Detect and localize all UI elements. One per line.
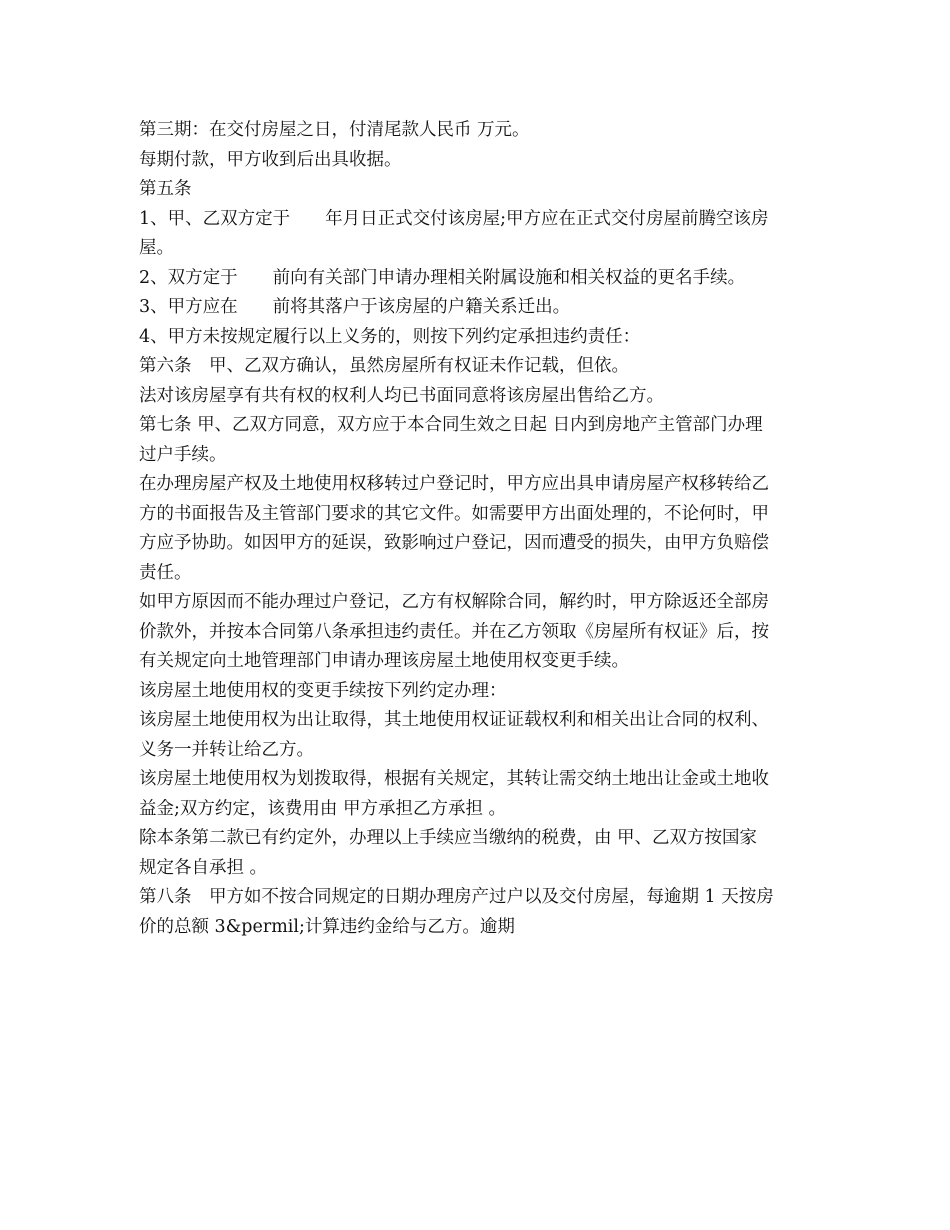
text-line: 责任。	[139, 562, 192, 583]
text-line: 第七条 甲、乙双方同意，双方应于本合同生效之日起 日内到房地产主管部门办理	[139, 415, 763, 435]
text-line: 价的总额 3&permil;计算违约金给与乙方。逾期	[139, 916, 515, 937]
text-line: 1、甲、乙双方定于 年月日正式交付该房屋;甲方应在正式交付房屋前腾空该房	[139, 208, 769, 229]
text-line: 该房屋土地使用权为出让取得，其土地使用权证证载权利和相关出让合同的权利、	[139, 710, 769, 730]
text-line: 第五条	[139, 179, 192, 199]
text-line: 第八条 甲方如不按合同规定的日期办理房产过户以及交付房屋，每逾期 1 天按房	[139, 887, 774, 907]
document-body	[139, 116, 819, 942]
text-line: 该房屋土地使用权的变更手续按下列约定办理：	[139, 680, 507, 701]
text-line: 益金;双方约定，该费用由 甲方承担乙方承担 。	[139, 798, 507, 819]
text-line: 过户手续。	[139, 444, 227, 465]
text-line: 有关规定向土地管理部门申请办理该房屋土地使用权变更手续。	[139, 651, 629, 671]
text-line: 规定各自承担 。	[139, 857, 268, 878]
text-line: 义务一并转让给乙方。	[139, 739, 314, 760]
text-line: 如甲方原因而不能办理过户登记，乙方有权解除合同，解约时，甲方除返还全部房	[139, 592, 769, 612]
text-line: 每期付款，甲方收到后出具收据。	[139, 149, 402, 170]
text-line: 第三期：在交付房屋之日，付清尾款人民币 万元。	[139, 120, 530, 140]
text-line: 3、甲方应在 前将其落户于该房屋的户籍关系迁出。	[139, 297, 571, 317]
text-line: 方的书面报告及主管部门要求的其它文件。如需要甲方出面处理的，不论何时，甲	[139, 503, 769, 524]
text-line: 4、甲方未按规定履行以上义务的，则按下列约定承担违约责任：	[139, 326, 641, 347]
text-line: 除本条第二款已有约定外，办理以上手续应当缴纳的税费，由 甲、乙双方按国家	[139, 828, 758, 848]
text-line: 法对该房屋享有共有权的权利人均已书面同意将该房屋出售给乙方。	[139, 385, 664, 406]
text-line: 方应予协助。如因甲方的延误，致影响过户登记，因而遭受的损失，由甲方负赔偿	[139, 533, 769, 553]
text-line: 屋。	[139, 238, 174, 258]
text-line: 2、双方定于 前向有关部门申请办理相关附属设施和相关权益的更名手续。	[139, 267, 746, 288]
text-line: 价款外，并按本合同第八条承担违约责任。并在乙方领取《房屋所有权证》后，按	[139, 621, 769, 642]
text-line: 在办理房屋产权及土地使用权移转过户登记时，甲方应出具申请房屋产权移转给乙	[139, 474, 769, 494]
text-line: 该房屋土地使用权为划拨取得，根据有关规定，其转让需交纳土地出让金或土地收	[139, 769, 769, 789]
text-line: 第六条 甲、乙双方确认，虽然房屋所有权证未作记载，但依。	[139, 356, 629, 376]
